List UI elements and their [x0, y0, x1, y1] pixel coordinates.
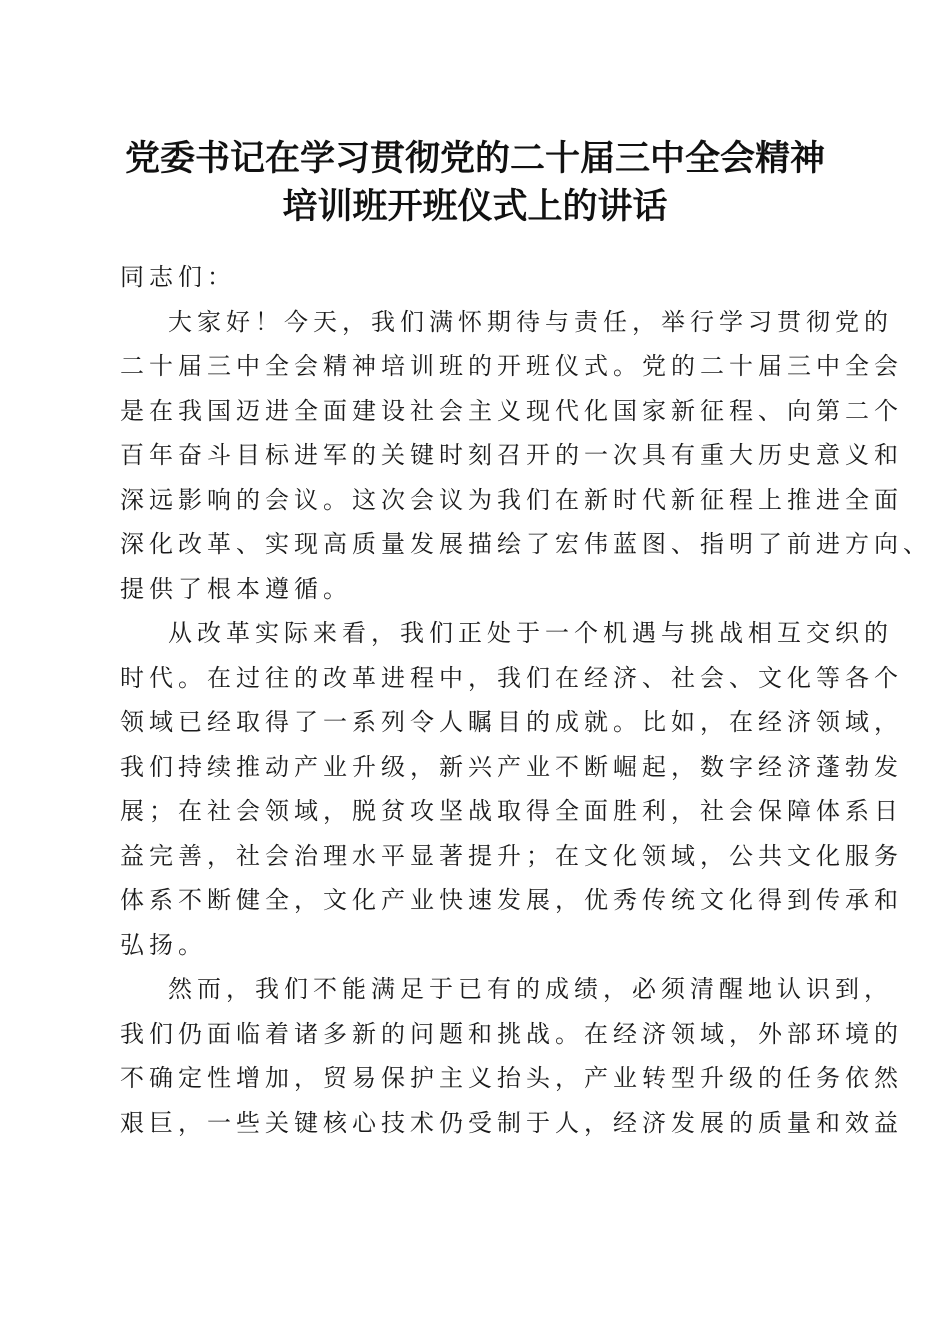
paragraph-line: 深远影响的会议。这次会议为我们在新时代新征程上推进全面 — [120, 485, 903, 514]
document-title-line-1: 党委书记在学习贯彻党的二十届三中全会精神 — [124, 138, 825, 179]
paragraph-line: 领域已经取得了一系列令人瞩目的成就。比如，在经济领域， — [120, 708, 903, 736]
paragraph-line: 我们仍面临着诸多新的问题和挑战。在经济领域，外部环境的 — [120, 1019, 903, 1048]
paragraph-line: 提供了根本遵循。 — [120, 574, 352, 603]
document-body — [120, 255, 932, 1145]
paragraph-line: 益完善，社会治理水平显著提升；在文化领域，公共文化服务 — [120, 841, 903, 870]
paragraph-line: 我们持续推动产业升级，新兴产业不断崛起，数字经济蓬勃发 — [120, 752, 903, 781]
paragraph-line: 二十届三中全会精神培训班的开班仪式。党的二十届三中全会 — [120, 352, 903, 380]
document-title-line-2: 培训班开班仪式上的讲话 — [282, 186, 668, 227]
paragraph-line: 百年奋斗目标进军的关键时刻召开的一次具有重大历史意义和 — [120, 441, 903, 469]
paragraph-line: 体系不断健全，文化产业快速发展，优秀传统文化得到传承和 — [120, 886, 903, 914]
paragraph-line: 大家好！今天，我们满怀期待与责任，举行学习贯彻党的 — [168, 307, 893, 336]
paragraph-line: 是在我国迈进全面建设社会主义现代化国家新征程、向第二个 — [120, 396, 903, 425]
paragraph-line: 展；在社会领域，脱贫攻坚战取得全面胜利，社会保障体系日 — [120, 797, 903, 825]
paragraph-line: 深化改革、实现高质量发展描绘了宏伟蓝图、指明了前进方向、 — [120, 530, 932, 558]
salutation: 同志们： — [120, 263, 236, 291]
paragraph-line: 弘扬。 — [120, 930, 207, 959]
paragraph-line: 然而，我们不能满足于已有的成绩，必须清醒地认识到， — [168, 975, 893, 1003]
paragraph-line: 从改革实际来看，我们正处于一个机遇与挑战相互交织的 — [168, 619, 893, 647]
paragraph-line: 艰巨，一些关键核心技术仍受制于人，经济发展的质量和效益 — [120, 1108, 903, 1137]
paragraph-line: 时代。在过往的改革进程中，我们在经济、社会、文化等各个 — [120, 663, 903, 692]
paragraph-line: 不确定性增加，贸易保护主义抬头，产业转型升级的任务依然 — [120, 1064, 903, 1092]
